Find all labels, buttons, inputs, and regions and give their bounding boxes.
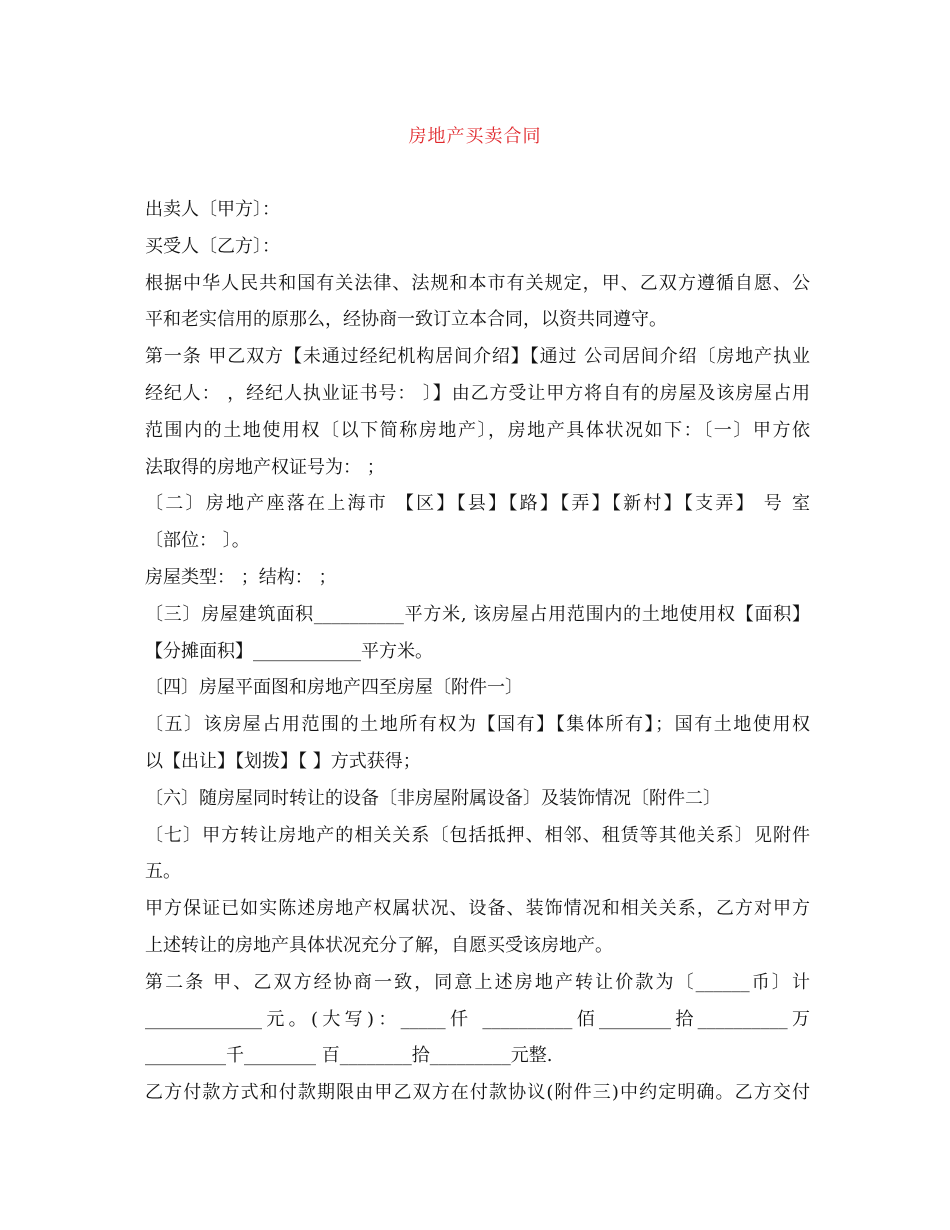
- text-line: 〔五〕该房屋占用范围的土地所有权为【国有】【集体所有】；国有土地使用权: [145, 714, 810, 736]
- text-line: 房屋类型： ；结构： ；: [145, 566, 337, 588]
- text-line: 上述转让的房地产具体状况充分了解，自愿买受该房地产。: [145, 934, 613, 956]
- text-line: 经纪人： ，经纪人执业证书号： 〕】由乙方受让甲方将自有的房屋及该房屋占用: [145, 382, 810, 404]
- text-line: 〔部位： 〕。: [145, 530, 250, 552]
- text-line: 第二条 甲、乙双方经协商一致，同意上述房地产转让价款为〔______币〕计: [145, 971, 810, 993]
- text-line: 平和老实信用的原那么，经协商一致订立本合同，以资共同遵守。: [145, 309, 667, 331]
- text-line: 〔二〕房地产座落在上海市 【区】【县】【路】【弄】【新村】【支弄】 号 室: [145, 493, 810, 515]
- text-line: _________千________ 百________拾_________元整.: [145, 1045, 553, 1067]
- text-line: _____________元。(大写)：_____仟 __________佰________拾__________万: [145, 1008, 810, 1030]
- document-title: 房地产买卖合同: [408, 126, 542, 147]
- text-line: 法取得的房地产权证号为： ；: [145, 456, 385, 478]
- text-line: 买受人〔乙方〕：: [145, 235, 280, 257]
- text-line: 出卖人〔甲方〕：: [145, 199, 280, 220]
- text-line: 〔四〕房屋平面图和房地产四至房屋〔附件一〕: [145, 677, 523, 699]
- text-line: 根据中华人民共和国有关法律、法规和本市有关规定，甲、乙双方遵循自愿、公: [145, 272, 810, 294]
- text-line: 范围内的土地使用权〔以下简称房地产〕，房地产具体状况如下：〔一〕甲方依: [145, 419, 810, 441]
- contract-body: [145, 192, 810, 1112]
- text-line: 五。: [145, 861, 181, 883]
- text-line: 第一条 甲乙双方【未通过经纪机构居间介绍】【通过 公司居间介绍〔房地产执业: [145, 346, 810, 368]
- text-line: 〔六〕随房屋同时转让的设备〔非房屋附属设备〕及装饰情况〔附件二〕: [145, 787, 721, 809]
- text-line: 〔七〕甲方转让房地产的相关关系〔包括抵押、相邻、租赁等其他关系〕见附件: [145, 824, 810, 846]
- text-line: 乙方付款方式和付款期限由甲乙双方在付款协议(附件三)中约定明确。乙方交付: [145, 1082, 810, 1104]
- text-line: 【分摊面积】____________平方米。: [145, 640, 433, 662]
- text-line: 甲方保证已如实陈述房地产权属状况、设备、装饰情况和相关关系，乙方对甲方: [145, 898, 810, 920]
- text-line: 〔三〕房屋建筑面积__________平方米, 该房屋占用范围内的土地使用权【面积】: [145, 603, 810, 625]
- text-line: 以【出让】【划拨】【 】方式获得；: [145, 750, 421, 772]
